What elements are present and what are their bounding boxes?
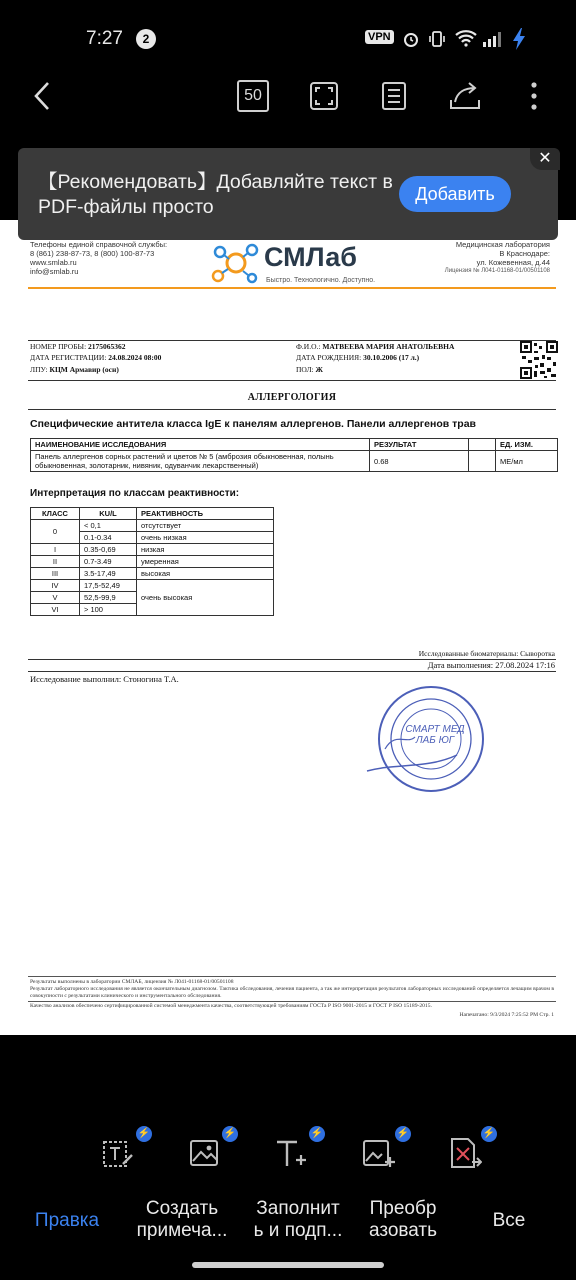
home-indicator[interactable]	[192, 1262, 384, 1268]
sex	[296, 365, 323, 374]
vibrate-icon	[428, 30, 446, 53]
test-title: Специфические антитела класса IgE к панелям аллергенов. Панели аллергенов трав	[30, 418, 476, 430]
reactivity-cell: отсутствует	[137, 520, 274, 532]
sample-label: НОМЕР ПРОБЫ:	[30, 342, 87, 351]
ku-cell: 3.5-17,49	[80, 568, 137, 580]
ku-cell: 17,5-52,49	[80, 580, 137, 592]
status-time: 7:27	[86, 28, 123, 49]
alarm-icon	[402, 30, 420, 53]
performer: Исследование выполнил: Стоногина Т.А.	[30, 674, 179, 684]
section-line	[28, 409, 556, 410]
footer-line	[28, 976, 556, 977]
sex-label: ПОЛ:	[296, 365, 314, 374]
class-cell: III	[31, 568, 80, 580]
info-bottom-line	[28, 380, 556, 381]
test-flag	[469, 451, 496, 472]
ku-cell: 0.35-0,69	[80, 544, 137, 556]
class-cell: IV	[31, 580, 80, 592]
reg-label: ДАТА РЕГИСТРАЦИИ:	[30, 353, 107, 362]
test-result: 0.68	[370, 451, 469, 472]
reactivity-cell: высокая	[137, 568, 274, 580]
vpn-icon: VPN	[365, 30, 394, 44]
lpu	[30, 365, 119, 374]
footer-line-2	[28, 1001, 556, 1002]
premium-badge-icon: ⚡	[136, 1126, 152, 1142]
recommendation-banner	[18, 148, 558, 240]
more-options-icon[interactable]	[528, 80, 540, 117]
signal-icon	[482, 30, 504, 53]
ku-cell: 0.1-0.34	[80, 532, 137, 544]
patient-name	[296, 342, 454, 351]
col-flag-header	[469, 439, 496, 451]
col-name-header: НАИМЕНОВАНИЕ ИССЛЕДОВАНИЯ	[31, 439, 370, 451]
footer-disclaimer: Результат лабораторного исследования не является окончательным диагнозом. Тактика обследования, лечения пациента, а так же интерпретация результатов лабораторных исследований определяется лечащим врачом в совокупности с результатами клинического и инструментального обследования.	[30, 986, 554, 999]
reg-value: 24.08.2024 08:00	[108, 353, 162, 362]
smlab-logo-icon	[210, 240, 262, 291]
premium-badge-icon: ⚡	[309, 1126, 325, 1142]
table-row	[31, 544, 274, 556]
class-header: КЛАСС	[31, 508, 80, 520]
premium-badge-icon: ⚡	[222, 1126, 238, 1142]
reactivity-header-row	[31, 508, 274, 520]
test-name: Панель аллергенов сорных растений и цветов № 5 (амброзия обыкновенная, полынь обыкновенная, золотарник, нивяник, одуванчик лекарственный)	[31, 451, 370, 472]
class-cell: 0	[31, 520, 80, 544]
table-row	[31, 451, 558, 472]
col-unit-header: ЕД. ИЗМ.	[496, 439, 558, 451]
tab-all[interactable]: Все	[492, 1210, 526, 1231]
wifi-icon	[454, 28, 478, 53]
birth-date	[296, 353, 419, 362]
biomaterial: Исследованные биоматериалы: Сыворотка	[418, 649, 555, 658]
sex-value: Ж	[315, 365, 323, 374]
tab-annotate[interactable]: Создать примеча...	[136, 1198, 228, 1241]
ku-cell: < 0,1	[80, 520, 137, 532]
premium-badge-icon: ⚡	[481, 1126, 497, 1142]
fio-label: Ф.И.О.:	[296, 342, 321, 351]
notification-count-badge: 2	[136, 29, 156, 49]
registration-date	[30, 353, 161, 362]
close-icon[interactable]: ✕	[530, 148, 560, 170]
table-row	[31, 520, 274, 532]
class-cell: V	[31, 592, 80, 604]
sample-value: 2175065362	[88, 342, 126, 351]
dob-value: 30.10.2006 (17 л.)	[363, 353, 420, 362]
tab-edit[interactable]: Правка	[34, 1210, 100, 1231]
results-table	[30, 438, 558, 472]
edit-text-icon[interactable]	[101, 1136, 135, 1170]
logo-name: СМЛаб	[264, 242, 357, 272]
back-icon[interactable]	[28, 80, 56, 117]
page-counter: 50	[237, 80, 269, 112]
premium-badge-icon: ⚡	[395, 1126, 411, 1142]
reactivity-header: РЕАКТИВНОСТЬ	[137, 508, 274, 520]
col-result-header: РЕЗУЛЬТАТ	[370, 439, 469, 451]
section-title: АЛЛЕРГОЛОГИЯ	[247, 392, 337, 403]
page-view-icon[interactable]	[378, 80, 410, 117]
done-date: Дата выполнения: 27.08.2024 17:16	[427, 660, 555, 670]
qr-code-icon	[520, 341, 558, 379]
reactivity-cell: низкая	[137, 544, 274, 556]
stamp-text: СМАРТ МЕД ЛАБ ЮГ	[405, 724, 465, 746]
convert-pdf-icon[interactable]	[448, 1136, 482, 1170]
add-image-icon[interactable]	[361, 1136, 395, 1170]
reactivity-cell: очень высокая	[137, 580, 274, 616]
footer-license: Результаты выполнены в лаборатории СМЛАБ, лицензия № Л041-01168-01/00501108	[30, 979, 234, 985]
results-header-row	[31, 439, 558, 451]
header-divider	[28, 287, 556, 289]
banner-text: 【Рекомендовать】Добавляйте текст в PDF-файлы просто	[38, 171, 393, 218]
footer-quality: Качество анализов обеспечено сертифицированной системой менеджмента качества, соответствующей требованиям ГОСТа Р ISO 9001-2015 и ГОСТ Р ISO 15189-2015.	[30, 1003, 432, 1009]
tab-convert[interactable]: Преобр азовать	[368, 1198, 438, 1241]
share-icon[interactable]	[448, 80, 482, 117]
lab-contacts: Телефоны единой справочной службы: 8 (861) 238-87-73, 8 (800) 100-87-73 www.smlab.ru info@smlab.ru	[30, 240, 168, 276]
tab-fill-sign[interactable]: Заполнит ь и подп...	[253, 1198, 343, 1241]
pdf-page	[0, 220, 576, 1035]
done-date-line	[28, 671, 556, 672]
fullscreen-icon[interactable]	[308, 80, 340, 117]
page-counter-button[interactable]	[237, 80, 269, 112]
class-cell: I	[31, 544, 80, 556]
info-top-line	[28, 340, 556, 341]
sample-number	[30, 342, 126, 351]
ku-cell: 52,5-99,9	[80, 592, 137, 604]
footer-printed: Напечатано: 9/3/2024 7:25:52 PM Стр. 1	[459, 1012, 554, 1018]
class-cell: VI	[31, 604, 80, 616]
lpu-label: ЛПУ:	[30, 365, 48, 374]
dob-label: ДАТА РОЖДЕНИЯ:	[296, 353, 362, 362]
lpu-value: КЦМ Армавир (осн)	[49, 365, 119, 374]
reactivity-cell: умеренная	[137, 556, 274, 568]
lab-address: Медицинская лаборатория В Краснодаре: ул. Кожевенная, д.44	[455, 240, 550, 267]
interpretation-title: Интерпретация по классам реактивности:	[30, 488, 240, 499]
table-row	[31, 568, 274, 580]
test-unit: МЕ/мл	[496, 451, 558, 472]
logo-tagline: Быстро. Технологично. Доступно.	[266, 277, 376, 284]
banner-add-button[interactable]: Добавить	[399, 176, 511, 212]
add-text-icon[interactable]	[274, 1136, 308, 1170]
table-row	[31, 580, 274, 592]
edit-image-icon[interactable]	[188, 1136, 222, 1170]
ku-header: KU/L	[80, 508, 137, 520]
class-cell: II	[31, 556, 80, 568]
battery-charging-icon	[510, 27, 528, 56]
fio-value: МАТВЕЕВА МАРИЯ АНАТОЛЬЕВНА	[322, 342, 455, 351]
table-row	[31, 556, 274, 568]
license-number: Лицензия № Л041-01168-01/00501108	[444, 268, 550, 274]
reactivity-table	[30, 507, 274, 616]
reactivity-cell: очень низкая	[137, 532, 274, 544]
ku-cell: > 100	[80, 604, 137, 616]
ku-cell: 0.7-3.49	[80, 556, 137, 568]
